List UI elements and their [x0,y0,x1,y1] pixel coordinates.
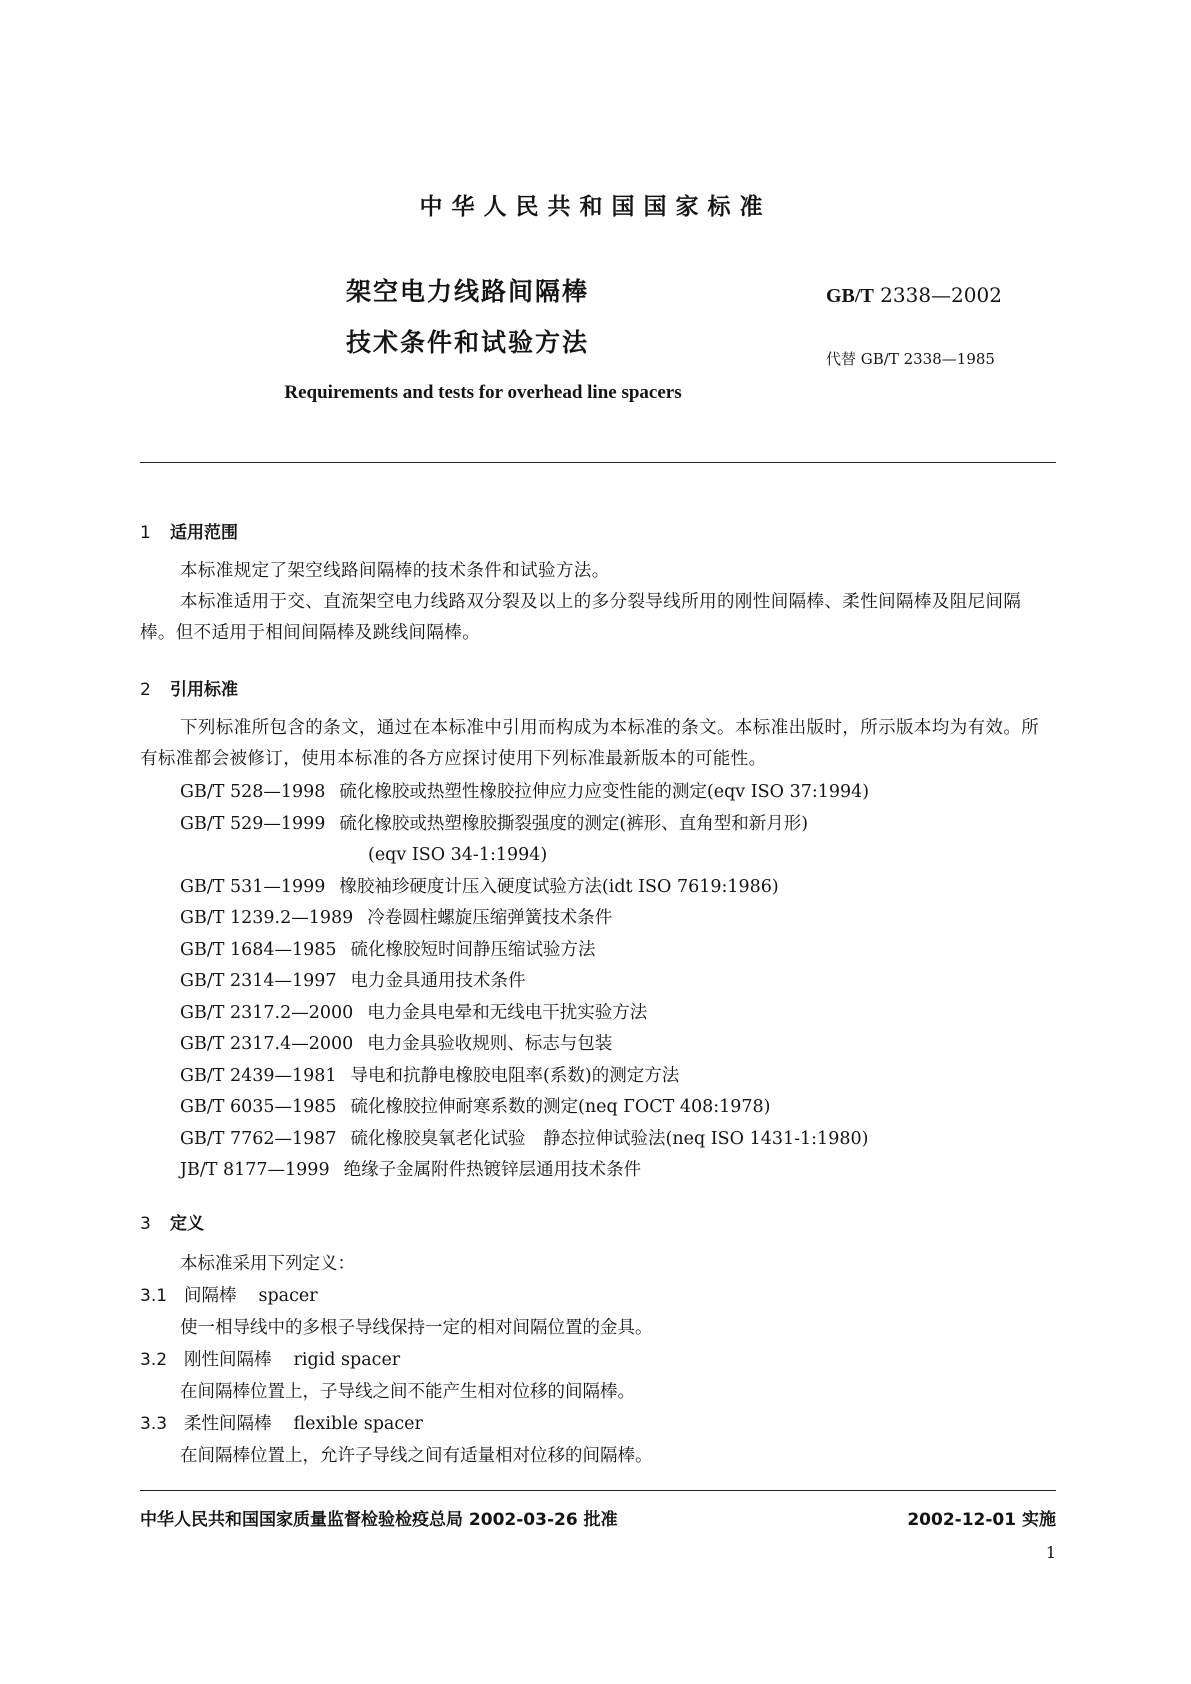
reference-title: 硫化橡胶或热塑性橡胶拉伸应力应变性能的测定(eqv ISO 37:1994) [339,782,870,802]
reference-code: GB/T 2439—1981 [180,1065,337,1086]
definition-term: 柔性间隔棒 [184,1414,272,1434]
reference-title: 硫化橡胶或热塑橡胶撕裂强度的测定(裤形、直角型和新月形) [339,813,809,834]
definition-number: 3.3 [140,1414,168,1434]
title-line-2: 技术条件和试验方法 [346,328,590,357]
section-3-intro: 本标准采用下列定义： [180,1254,355,1274]
definition-3-3-text: 在间隔棒位置上，允许子导线之间有适量相对位移的间隔棒。 [180,1446,653,1466]
reference-code: GB/T 531—1999 [180,876,326,897]
reference-code: GB/T 2317.4—2000 [180,1034,354,1054]
definition-term: 间隔棒 [184,1286,237,1306]
reference-item [180,966,1060,998]
effective-date: 2002-12-01 实施 [907,1510,1056,1530]
header-divider [140,462,1056,463]
definition-english: flexible spacer [293,1414,423,1434]
definition-3-3-term [140,1410,423,1435]
reference-code: GB/T 2314—1997 [180,971,337,991]
reference-item [180,998,1060,1030]
section-1-number: 1 [140,523,151,543]
section-2-title: 引用标准 [170,680,238,700]
replaces-standard: 代替 GB/T 2338—1985 [826,350,995,368]
section-3-heading [140,1209,204,1234]
definition-english: spacer [258,1286,318,1306]
section-3-number: 3 [140,1214,151,1234]
reference-item-continuation [180,840,1060,872]
reference-title: 硫化橡胶短时间静压缩试验方法 [350,939,596,960]
reference-item [180,1061,1060,1093]
reference-item [180,935,1060,967]
section-2-heading [140,675,238,700]
reference-code: GB/T 2317.2—2000 [180,1002,354,1023]
reference-code: GB/T 1239.2—1989 [180,908,354,928]
section-3-title: 定义 [170,1214,204,1234]
standard-code [826,283,1002,308]
definition-number: 3.1 [140,1286,168,1306]
reference-title: 橡胶袖珍硬度计压入硬度试验方法(idt ISO 7619:1986) [339,876,779,897]
reference-item [180,903,1060,935]
reference-title: 电力金具验收规则、标志与包装 [367,1034,613,1054]
reference-title: 导电和抗静电橡胶电阻率(系数)的测定方法 [350,1065,680,1086]
title-line-1: 架空电力线路间隔棒 [346,277,590,306]
reference-code: GB/T 7762—1987 [180,1128,337,1149]
reference-item [180,1092,1060,1124]
section-2-number: 2 [140,680,151,700]
reference-title: 电力金具电晕和无线电干扰实验方法 [367,1002,648,1023]
issuer-approval: 中华人民共和国国家质量监督检验检疫总局 2002-03-26 批准 [140,1510,618,1530]
english-title: Requirements and tests for overhead line spacers [284,382,682,403]
reference-item [180,1029,1060,1061]
footer-divider [140,1490,1056,1491]
reference-title: 硫化橡胶拉伸耐寒系数的测定(neq ГОСТ 408:1978) [350,1097,771,1117]
section-2-paragraph: 下列标准所包含的条文，通过在本标准中引用而构成为本标准的条文。本标准出版时，所示版本均为有效。所有标准都会被修订，使用本标准的各方应探讨使用下列标准最新版本的可能性。 [140,718,1040,769]
reference-code: JB/T 8177—1999 [180,1160,330,1180]
reference-title: 硫化橡胶臭氧老化试验 静态拉伸试验法(neq ISO 1431-1:1980) [350,1128,869,1149]
definition-3-2-text: 在间隔棒位置上，子导线之间不能产生相对位移的间隔棒。 [180,1382,635,1402]
section-1-title: 适用范围 [170,523,238,543]
reference-code: GB/T 528—1998 [180,782,326,802]
reference-code: GB/T 6035—1985 [180,1097,337,1117]
reference-title: (eqv ISO 34-1:1994) [368,845,548,865]
reference-item [180,777,1060,809]
definition-number: 3.2 [140,1350,168,1370]
reference-title: 绝缘子金属附件热镀锌层通用技术条件 [343,1160,642,1180]
reference-code: GB/T 529—1999 [180,813,326,834]
definition-3-2-term [140,1346,400,1371]
reference-title: 电力金具通用技术条件 [350,971,526,991]
page-number: 1 [1045,1543,1056,1562]
reference-code: GB/T 1684—1985 [180,939,337,960]
section-1-paragraph-1: 本标准规定了架空线路间隔棒的技术条件和试验方法。 [180,561,610,581]
standard-prefix: GB/T [826,285,874,307]
reference-item [180,1155,1060,1187]
reference-title: 冷卷圆柱螺旋压缩弹簧技术条件 [367,908,613,928]
section-1-paragraph-2: 本标准适用于交、直流架空电力线路双分裂及以上的多分裂导线所用的刚性间隔棒、柔性间隔棒及阻尼间隔棒。但不适用于相间间隔棒及跳线间隔棒。 [140,592,1022,643]
section-1-heading [140,518,238,543]
reference-item [180,872,1060,904]
reference-item [180,809,1060,841]
reference-item [180,1124,1060,1156]
definition-term: 刚性间隔棒 [184,1350,272,1370]
definition-3-1-term [140,1282,318,1307]
national-standard-label: 中华人民共和国国家标准 [419,194,772,220]
standard-number: 2338—2002 [880,283,1002,307]
reference-list [180,777,1060,1187]
definition-english: rigid spacer [293,1350,401,1370]
definition-3-1-text: 使一相导线中的多根子导线保持一定的相对间隔位置的金具。 [180,1318,653,1338]
